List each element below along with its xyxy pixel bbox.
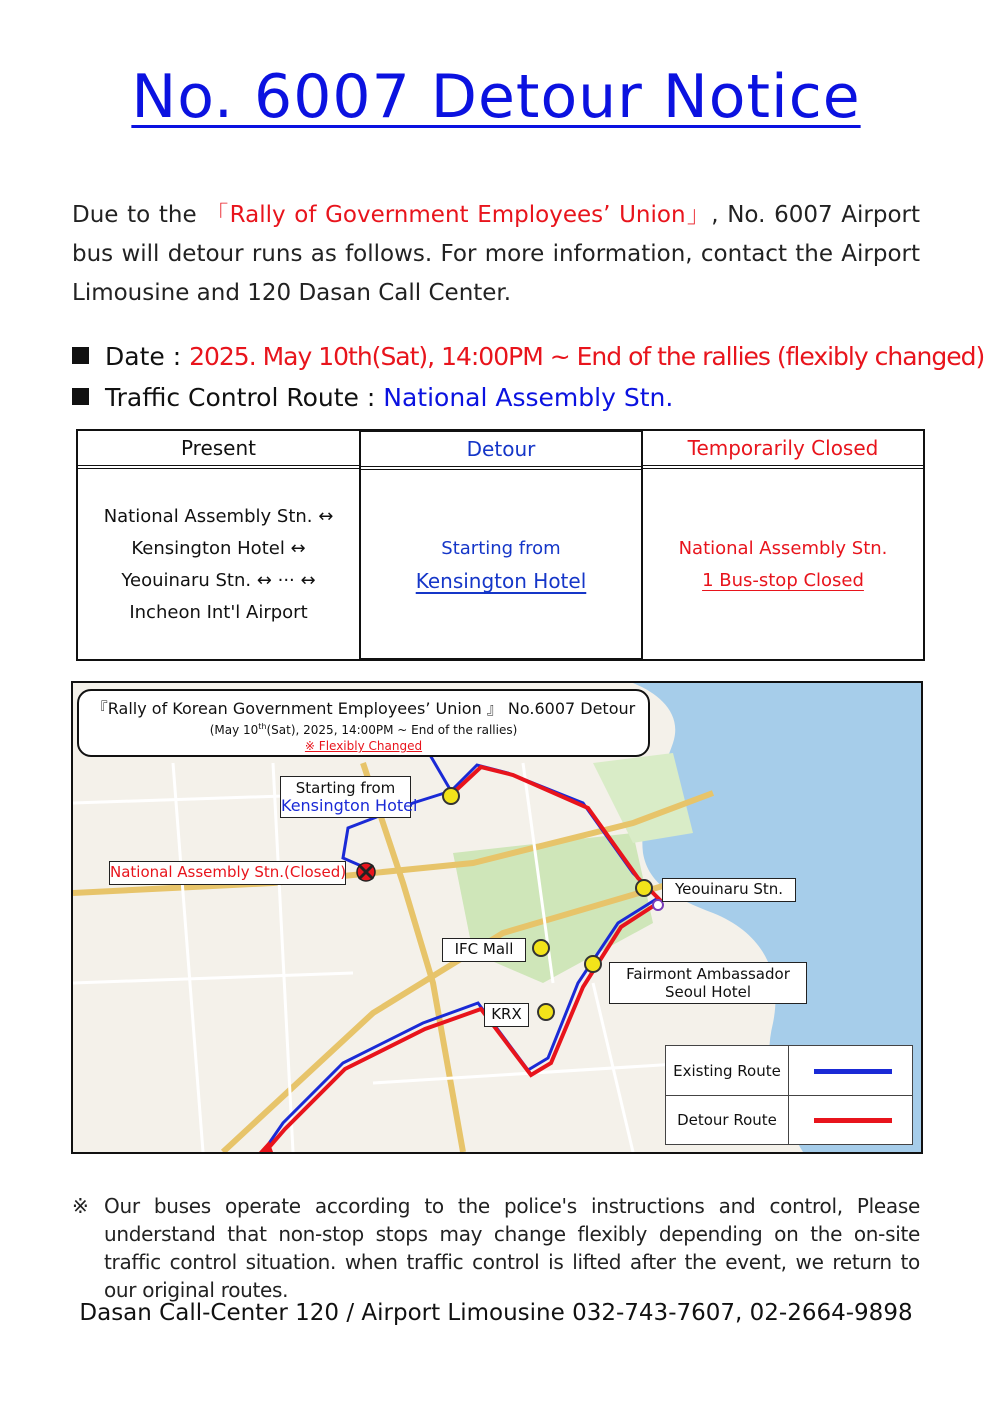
map-title: 『Rally of Korean Government Employees’ Union 』 No.6007 Detour [91, 699, 636, 718]
label-kensington [280, 776, 418, 818]
present-line: Kensington Hotel ↔ [131, 538, 306, 559]
map-subtitle-part: (Sat), 2025, 14:00PM ~ End of the rallies) [266, 723, 518, 737]
control-route-line [72, 383, 673, 412]
label-line: Seoul Hotel [664, 983, 752, 1001]
label-ifc-mall: IFC Mall [442, 938, 526, 962]
map-flex-note: ※ Flexibly Changed [304, 739, 423, 753]
square-bullet-icon [72, 388, 89, 405]
detour-line: Starting from [441, 538, 561, 559]
date-value: 2025. May 10th(Sat), 14:00PM ~ End of the rallies (flexibly changed) [189, 342, 985, 371]
control-label: Traffic Control Route : [105, 383, 376, 412]
detour-header: Detour [361, 432, 641, 470]
closed-cell [643, 471, 923, 659]
present-header: Present [78, 431, 359, 469]
present-line: Yeouinaru Stn. ↔ ··· ↔ [121, 570, 316, 591]
stop-yeouinaru [636, 880, 652, 896]
intro-paragraph [72, 196, 920, 313]
square-bullet-icon [72, 347, 89, 364]
stop-kensington [443, 788, 459, 804]
legend-detour-line [814, 1118, 892, 1123]
detour-column [361, 431, 643, 659]
stop-krx [538, 1004, 554, 1020]
route-table [76, 429, 925, 661]
label-national-assembly-closed: National Assembly Stn.(Closed) [109, 861, 346, 885]
label-line: Kensington Hotel [281, 796, 418, 815]
present-line: National Assembly Stn. ↔ [103, 506, 334, 527]
date-label: Date : [105, 342, 182, 371]
label-krx: KRX [484, 1003, 529, 1027]
detour-cell [361, 472, 641, 658]
intro-event: 「Rally of Government Employees’ Union」 [205, 202, 712, 228]
label-fairmont [609, 962, 807, 1004]
closed-header: Temporarily Closed [643, 431, 923, 469]
closed-line: National Assembly Stn. [678, 538, 888, 559]
present-line: Incheon Int'l Airport [129, 602, 308, 623]
map-subtitle [79, 722, 648, 737]
label-line: Starting from [295, 779, 396, 797]
intro-prefix: Due to the [72, 202, 206, 228]
page-title: No. 6007 Detour Notice [131, 62, 861, 132]
contact-info: Dasan Call-Center 120 / Airport Limousine 032-743-7607, 02-2664-9898 [79, 1300, 913, 1326]
legend-detour [666, 1095, 912, 1144]
label-line: Fairmont Ambassador [626, 965, 790, 983]
map-subtitle-part: (May 10 [209, 723, 259, 737]
closed-stop-icon [357, 863, 375, 881]
map-title-box [77, 689, 650, 757]
label-yeouinaru: Yeouinaru Stn. [662, 878, 796, 902]
control-value: National Assembly Stn. [383, 383, 674, 412]
notice-footnote [72, 1192, 920, 1304]
closed-stop: 1 Bus-stop Closed [702, 570, 864, 591]
legend-detour-label: Detour Route [666, 1095, 789, 1144]
reference-mark: ※ [72, 1194, 89, 1218]
closed-column [643, 431, 923, 659]
date-line [72, 342, 984, 371]
footnote-text: Our buses operate according to the police's instructions and control, Please understand that non-stop stops may change flexibly depending on the on-site traffic control situation. when traffic control is lifted after the event, we return to our original routes. [104, 1194, 920, 1302]
intro-suffix: , No. 6007 Airport bus will detour runs as follows. For more information, contact the Airport Limousine and 120 Dasan Call Center. [72, 202, 921, 306]
map-subtitle-sup: th [258, 722, 267, 731]
legend-existing-label: Existing Route [666, 1046, 789, 1095]
detour-hotel: Kensington Hotel [415, 569, 587, 593]
legend-existing-line [814, 1069, 892, 1074]
legend-existing [666, 1046, 912, 1096]
stop-ifc [533, 940, 549, 956]
present-cell [78, 471, 359, 659]
map-legend [665, 1045, 913, 1145]
stop-fairmont [585, 956, 601, 972]
detour-map [71, 681, 923, 1154]
present-column [78, 431, 361, 659]
